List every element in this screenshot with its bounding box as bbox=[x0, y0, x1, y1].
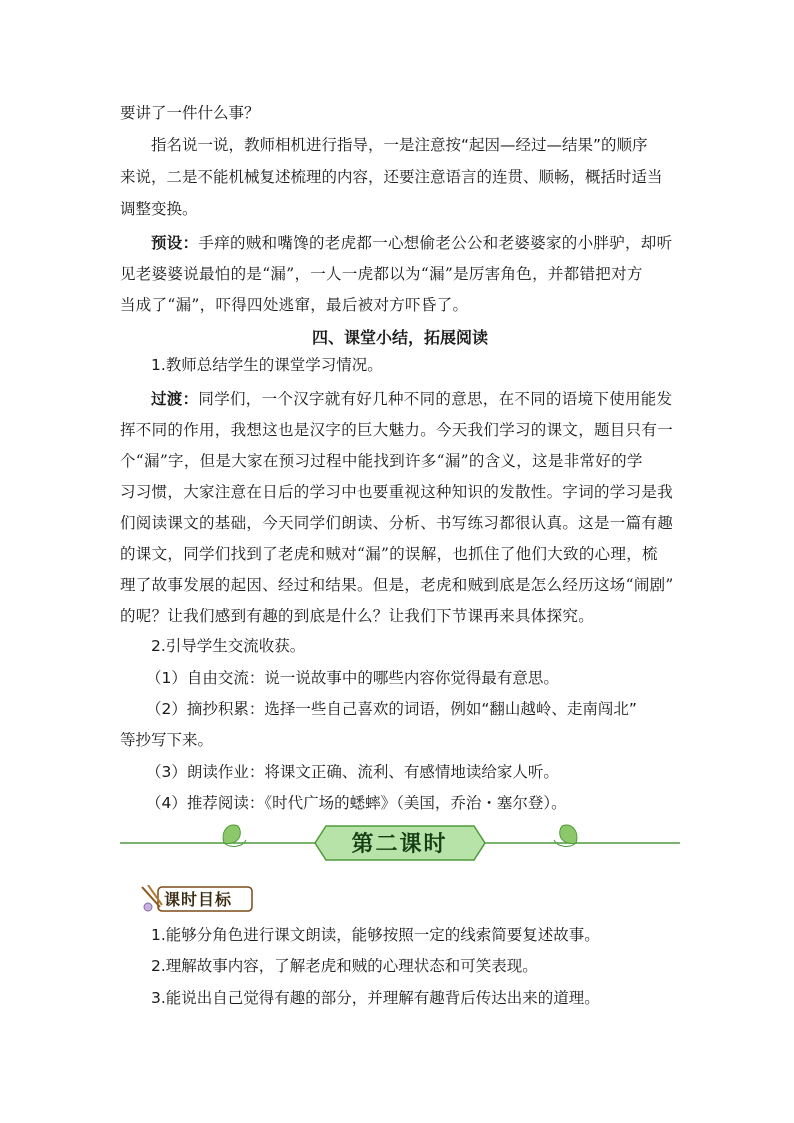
transition-line: 习习惯，大家注意在日后的学习中也要重视这种知识的发散性。字词的学习是我 bbox=[120, 483, 674, 501]
preset-label: 预设： bbox=[151, 233, 199, 252]
transition-line: 个“漏”字，但是大家在预习过程中能找到许多“漏”的含义，这是非常好的学 bbox=[120, 452, 643, 470]
paragraph-line: 指名说一说，教师相机进行指导，一是注意按“起因—经过—结果”的顺序 bbox=[151, 136, 648, 154]
goal-item: 1.能够分角色进行课文朗读，能够按照一定的线索简要复述故事。 bbox=[151, 926, 600, 944]
list-item: 2.引导学生交流收获。 bbox=[151, 637, 306, 655]
preset-line: 当成了“漏”，吓得四处逃窜，最后被对方吓昏了。 bbox=[120, 296, 469, 314]
transition-line: 们阅读课文的基础，今天同学们朗读、分析、书写练习都很认真。这是一篇有趣 bbox=[120, 514, 674, 532]
paragraph-line: 调整变换。 bbox=[120, 200, 198, 218]
section-heading: 四、课堂小结，拓展阅读 bbox=[311, 328, 488, 347]
sub-item: （3）朗读作业：将课文正确、流利、有感情地读给家人听。 bbox=[146, 763, 559, 781]
goal-label-text: 课时目标 bbox=[164, 890, 233, 909]
list-item: 1.教师总结学生的课堂学习情况。 bbox=[151, 356, 383, 374]
transition-line: 挥不同的作用，我想这也是汉字的巨大魅力。今天我们学习的课文，题目只有一 bbox=[120, 421, 674, 439]
sub-item: （4）推荐阅读：《时代广场的蟋蟀》（美国，乔治・塞尔登）。 bbox=[146, 794, 567, 812]
sub-item: 等抄写下来。 bbox=[120, 731, 214, 749]
preset-line bbox=[151, 233, 711, 253]
transition-text: 同学们，一个汉字就有好几种不同的意思，在不同的语境下使用能发 bbox=[198, 390, 673, 408]
transition-label: 过渡： bbox=[151, 389, 199, 408]
lesson-banner-title: 第二课时 bbox=[351, 831, 448, 857]
sub-item: （2）摘抄积累：选择一些自己喜欢的词语，例如“翻山越岭、走南闯北” bbox=[146, 700, 637, 718]
preset-line: 见老婆婆说最怕的是“漏”，一人一虎都以为“漏”是厉害角色，并都错把对方 bbox=[120, 265, 643, 283]
paragraph-line: 来说，二是不能机械复述梳理的内容，还要注意语言的连贯、顺畅，概括时适当 bbox=[120, 168, 663, 186]
preset-text: 手痒的贼和嘴馋的老虎都一心想偷老公公和老婆婆家的小胖驴，却听 bbox=[198, 234, 673, 252]
goal-item: 3.能说出自己觉得有趣的部分，并理解有趣背后传达出来的道理。 bbox=[151, 989, 600, 1007]
sub-item: （1）自由交流：说一说故事中的哪些内容你觉得最有意思。 bbox=[146, 669, 559, 687]
goal-item: 2.理解故事内容，了解老虎和贼的心理状态和可笑表现。 bbox=[151, 957, 538, 975]
transition-line: 的课文，同学们找到了老虎和贼对“漏”的误解，也抓住了他们大致的心理，梳 bbox=[120, 545, 658, 563]
transition-line bbox=[151, 389, 711, 409]
paragraph-line: 要讲了一件什么事？ bbox=[120, 104, 260, 122]
transition-line: 理了故事发展的起因、经过和结果。但是，老虎和贼到底是怎么经历这场“闹剧” bbox=[120, 576, 674, 594]
transition-line: 的呢？让我们感到有趣的到底是什么？让我们下节课再来具体探究。 bbox=[120, 607, 595, 625]
